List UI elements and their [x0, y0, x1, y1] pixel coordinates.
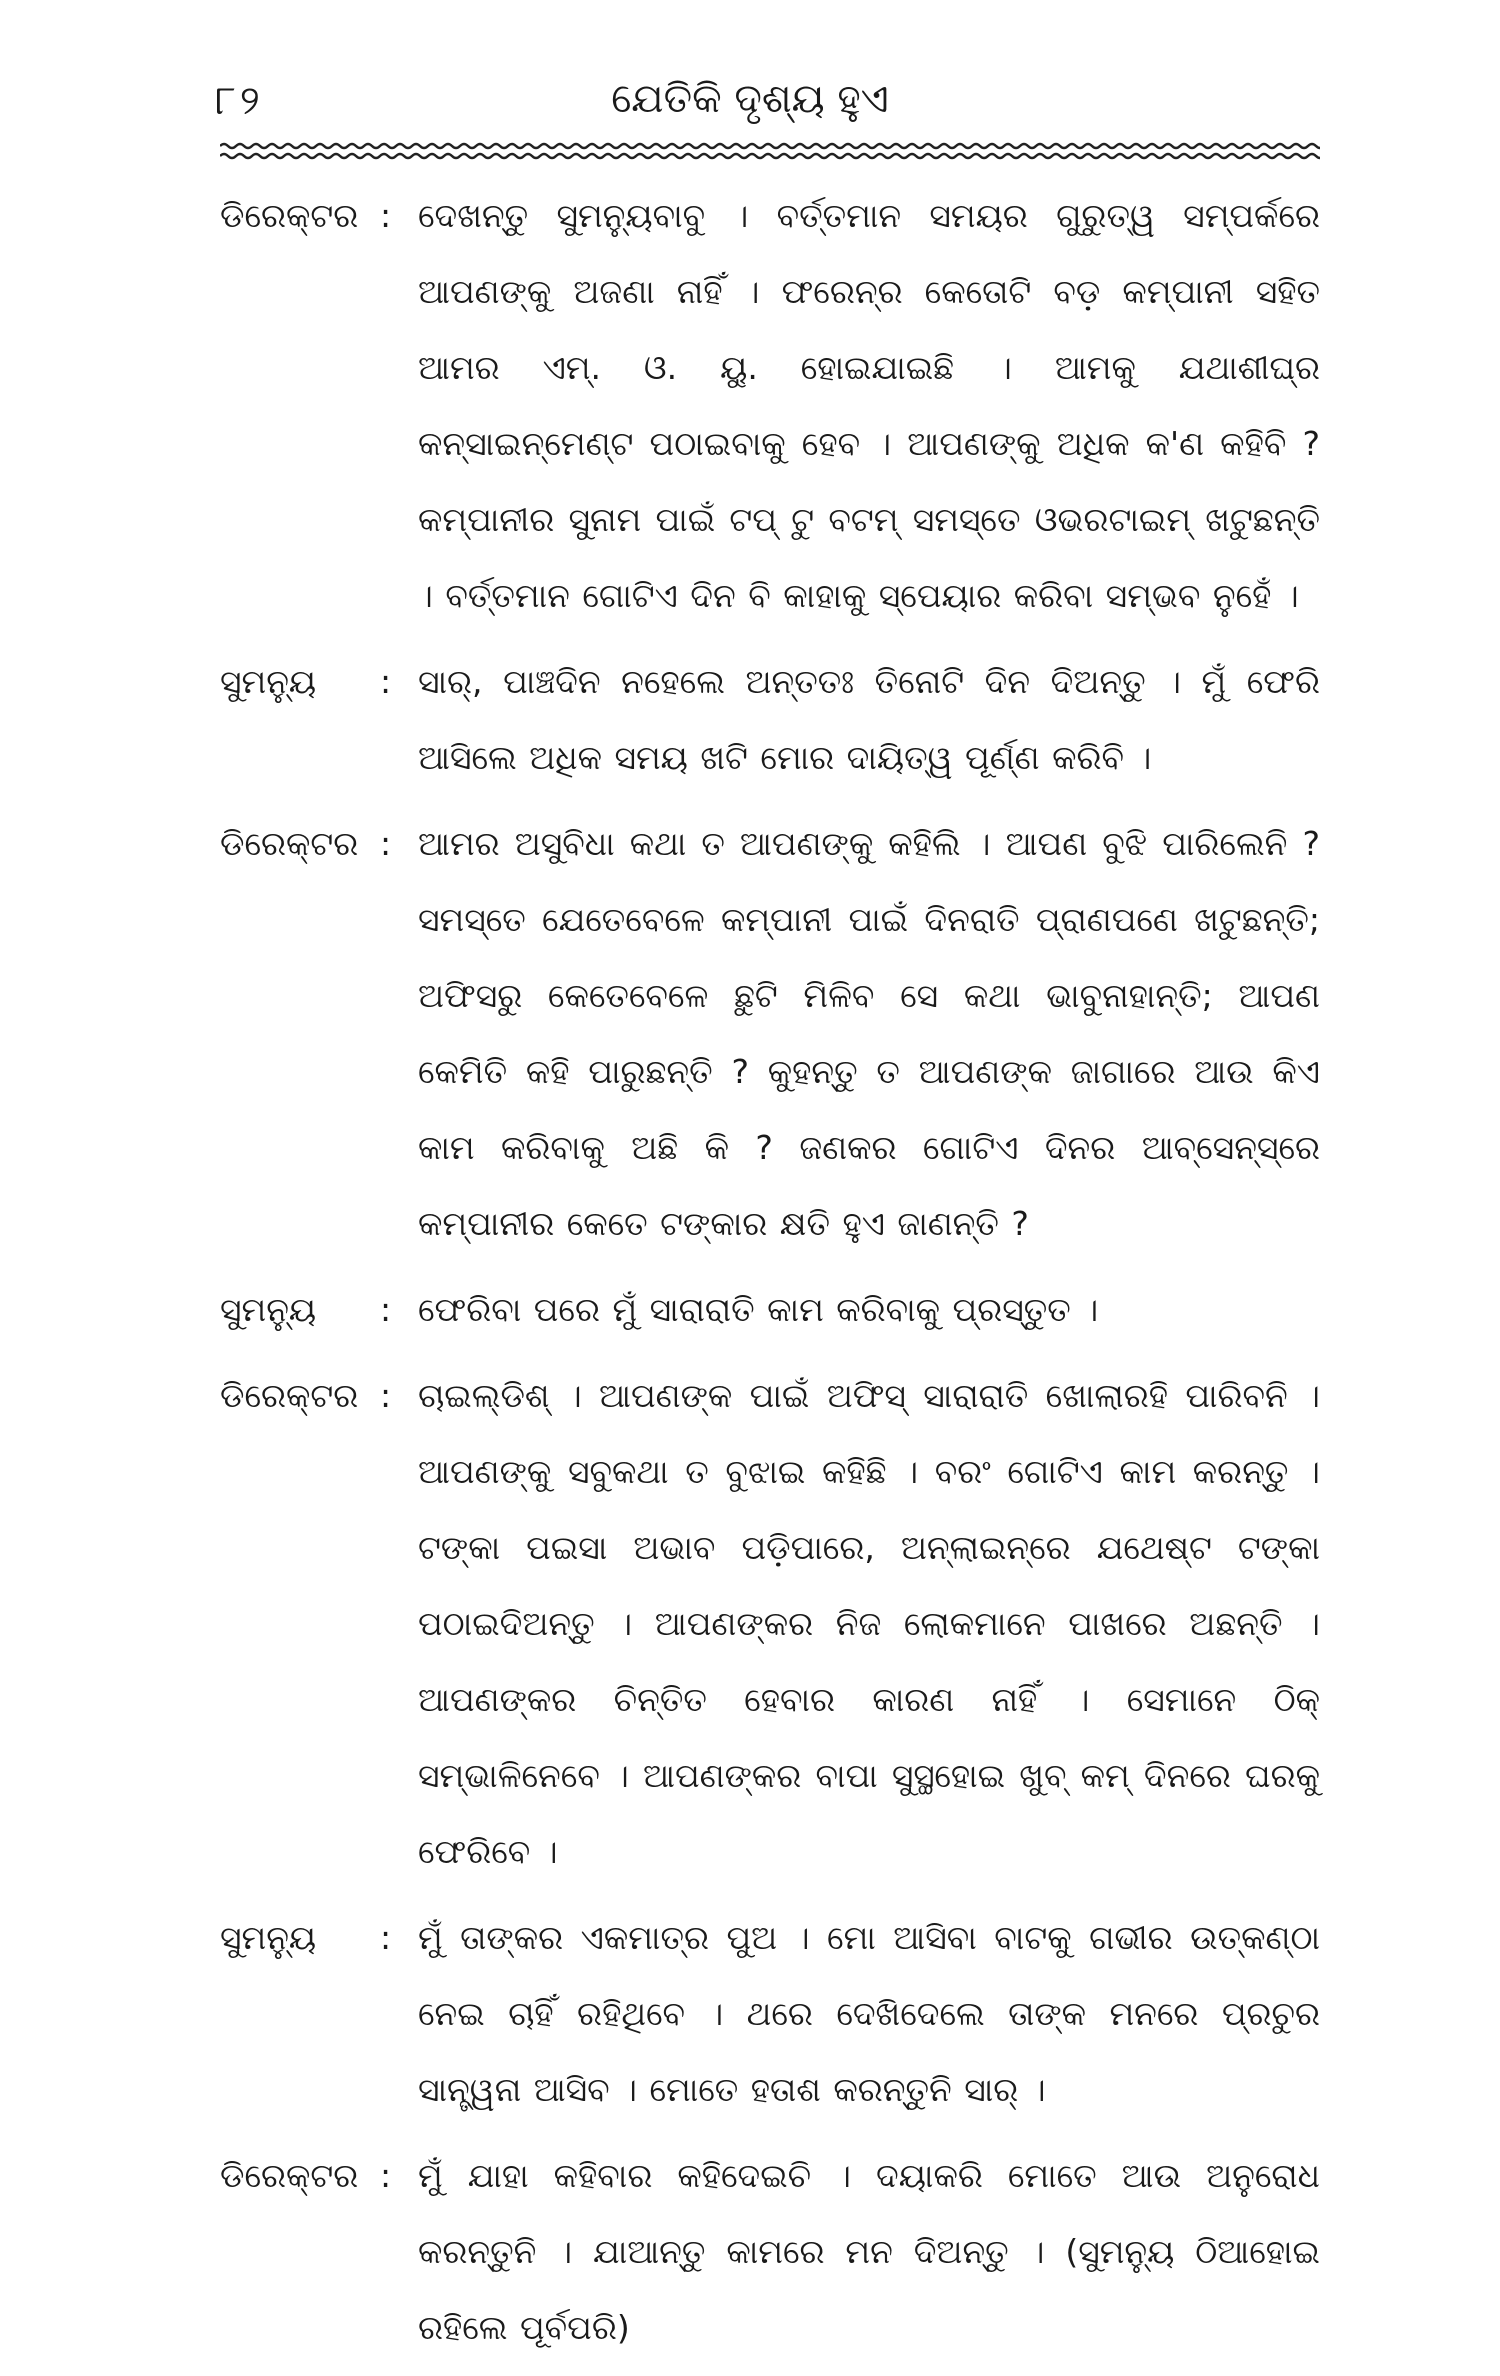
speaker-name: ସୁମନ୍ୟୁ: [220, 1918, 317, 1957]
speech-text: ସାର୍, ପାଞ୍ଚଦିନ ନହେଲେ ଅନ୍ତତଃ ତିନୋଟି ଦିନ ଦିଅନ୍ତୁ । ମୁଁ ଫେରି ଆସିଲେ ଅଧିକ ସମୟ ଖଟି ମୋର ଦାୟିତ୍ୱ ପୂର୍ଣ୍ଣ କରିବି ।: [418, 662, 1320, 777]
speech-text: ମୁଁ ତାଙ୍କର ଏକମାତ୍ର ପୁଅ । ମୋ ଆସିବା ବାଟକୁ ଗଭୀର ଉତ୍କଣ୍ଠା ନେଇ ଚାହିଁ ରହିଥିବେ । ଥରେ ଦେଖିଦେଲେ ତାଙ୍କ ମନରେ ପ୍ରଚୁର ସାନ୍ତ୍ୱନା ଆସିବ । ମୋତେ ହତାଶ କରନ୍ତୁନି ସାର୍ ।: [418, 1918, 1320, 2109]
speaker-name: ଡିରେକ୍ଟର: [220, 824, 359, 863]
speaker-colon: :: [380, 196, 392, 235]
running-title: ଯେତିକି ଦୃଶ୍ୟ ହୁଏ: [611, 76, 889, 122]
speaker-colon: :: [380, 662, 392, 701]
speech-text: ଚାଇଲ୍ଡିଶ୍ । ଆପଣଙ୍କ ପାଇଁ ଅଫିସ୍ ସାରାରାତି ଖୋଲାରହି ପାରିବନି । ଆପଣଙ୍କୁ ସବୁକଥା ତ ବୁଝାଇ କହିଛି । ବରଂ ଗୋଟିଏ କାମ କରନ୍ତୁ । ଟଙ୍କା ପଇସା ଅଭାବ ପଡ଼ିପାରେ, ଅନ୍‌ଲାଇନ୍‌ରେ ଯଥେଷ୍ଟ ଟଙ୍କା ପଠାଇଦିଅନ୍ତୁ । ଆପଣଙ୍କର ନିଜ ଲୋକମାନେ ପାଖରେ ଅଛନ୍ତି । ଆପଣଙ୍କର ଚିନ୍ତିତ ହେବାର କାରଣ ନାହିଁ । ସେମାନେ ଠିକ୍ ସମ୍ଭାଳିନେବେ । ଆପଣଙ୍କର ବାପା ସୁସ୍ଥହୋଇ ଖୁବ୍ କମ୍ ଦିନରେ ଘରକୁ ଫେରିବେ ।: [418, 1376, 1320, 1871]
dialogue-entry: [220, 1900, 1320, 2128]
speaker-name: ଡିରେକ୍ଟର: [220, 196, 359, 235]
dialogue-list: [220, 178, 1320, 2376]
dialogue-entry: [220, 1358, 1320, 1890]
speech-text: ଆମର ଅସୁବିଧା କଥା ତ ଆପଣଙ୍କୁ କହିଲି । ଆପଣ ବୁଝି ପାରିଲେନି ? ସମସ୍ତେ ଯେତେବେଳେ କମ୍ପାନୀ ପାଇଁ ଦିନରାତି ପ୍ରାଣପଣେ ଖଟୁଛନ୍ତି; ଅଫିସରୁ କେତେବେଳେ ଛୁଟି ମିଳିବ ସେ କଥା ଭାବୁନାହାନ୍ତି; ଆପଣ କେମିତି କହି ପାରୁଛନ୍ତି ? କୁହନ୍ତୁ ତ ଆପଣଙ୍କ ଜାଗାରେ ଆଉ କିଏ କାମ କରିବାକୁ ଅଛି କି ? ଜଣକର ଗୋଟିଏ ଦିନର ଆବ୍‌ସେନ୍‌ସ୍‌ରେ କମ୍ପାନୀର କେତେ ଟଙ୍କାର କ୍ଷତି ହୁଏ ଜାଣନ୍ତି ?: [418, 824, 1320, 1243]
dialogue-entry: [220, 806, 1320, 1262]
dialogue-entry: [220, 178, 1320, 634]
speaker-colon: :: [380, 1918, 392, 1957]
wavy-rule: [220, 138, 1320, 164]
speaker-colon: :: [380, 824, 392, 863]
speaker-name: ସୁମନ୍ୟୁ: [220, 1290, 317, 1329]
speaker-colon: :: [380, 2156, 392, 2195]
dialogue-entry: [220, 644, 1320, 796]
speech-text: ଦେଖନ୍ତୁ ସୁମନ୍ୟୁବାବୁ । ବର୍ତ୍ତମାନ ସମୟର ଗୁରୁତ୍ୱ ସମ୍ପର୍କରେ ଆପଣଙ୍କୁ ଅଜଣା ନାହିଁ । ଫରେନ୍‌ର କେତୋଟି ବଡ଼ କମ୍ପାନୀ ସହିତ ଆମର ଏମ୍. ଓ. ୟୁ. ହୋଇଯାଇଛି । ଆମକୁ ଯଥାଶୀଘ୍ର କନ୍‌ସାଇନ୍‌ମେଣ୍ଟ ପଠାଇବାକୁ ହେବ । ଆପଣଙ୍କୁ ଅଧିକ କ'ଣ କହିବି ? କମ୍ପାନୀର ସୁନାମ ପାଇଁ ଟପ୍ ଟୁ ବଟମ୍ ସମସ୍ତେ ଓଭରଟାଇମ୍ ଖଟୁଛନ୍ତି । ବର୍ତ୍ତମାନ ଗୋଟିଏ ଦିନ ବି କାହାକୁ ସ୍ପେୟାର କରିବା ସମ୍ଭବ ନୁହେଁ ।: [418, 196, 1320, 615]
dialogue-entry: [220, 1272, 1320, 1348]
dialogue-entry: [220, 2138, 1320, 2366]
page-number: ୮୨: [215, 78, 264, 124]
speaker-colon: :: [380, 1290, 392, 1329]
speech-text: ଫେରିବା ପରେ ମୁଁ ସାରାରାତି କାମ କରିବାକୁ ପ୍ରସ୍ତୁତ ।: [418, 1290, 1099, 1329]
speaker-name: ଡିରେକ୍ଟର: [220, 2156, 359, 2195]
speaker-name: ଡିରେକ୍ଟର: [220, 1376, 359, 1415]
speech-text: ମୁଁ ଯାହା କହିବାର କହିଦେଇଚି । ଦୟାକରି ମୋତେ ଆଉ ଅନୁରୋଧ କରନ୍ତୁନି । ଯାଆନ୍ତୁ କାମରେ ମନ ଦିଅନ୍ତୁ । (ସୁମନ୍ୟୁ ଠିଆହୋଇ ରହିଲେ ପୂର୍ବପରି): [418, 2156, 1320, 2347]
speaker-colon: :: [380, 1376, 392, 1415]
speaker-name: ସୁମନ୍ୟୁ: [220, 662, 317, 701]
